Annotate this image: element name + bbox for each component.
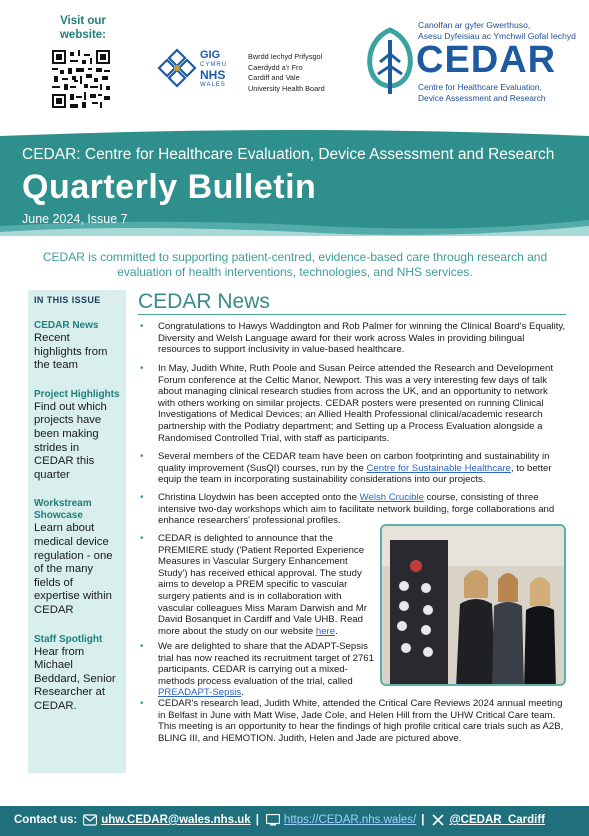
email-icon bbox=[83, 814, 97, 826]
centre-sustainable-healthcare-link[interactable]: Centre for Sustainable Healthcare bbox=[366, 462, 512, 474]
issue-date: June 2024, Issue 7 bbox=[22, 212, 128, 226]
bullet-icon: • bbox=[140, 451, 144, 462]
sidebar-heading: IN THIS ISSUE bbox=[34, 295, 101, 305]
health-board-name: Bwrdd Iechyd Prifysgol Caerdydd a'r Fro Cardiff and Vale University Health Board bbox=[248, 52, 325, 93]
x-social-icon bbox=[431, 814, 445, 826]
in-this-issue-sidebar bbox=[28, 290, 126, 773]
news-item: • In May, Judith White, Ruth Poole and Susan Peirce attended the Research and Development Forum conference at the Celtic Manor, Newport. This was a very interesting few days of talk about managing clinical research studies from across the UK, and an opportunity to network with others working on similar projects. CEDAR posters were presented on running Clinical Investigations of Medical Devices; an Allied Health Professional clinical/academic research partnership with the Podiatry department; and Setting up a Process Evaluation alongside a Randomised Controlled Trial, with staff as participants. bbox=[140, 363, 553, 444]
qr-code-icon[interactable] bbox=[52, 50, 110, 108]
contact-label: Contact us: bbox=[14, 814, 78, 826]
bullet-icon: • bbox=[140, 533, 144, 544]
social-handle-link[interactable]: @CEDAR_Cardiff bbox=[449, 814, 546, 826]
website-link[interactable]: https://CEDAR.nhs.wales/ bbox=[283, 814, 417, 826]
nhs-dragon-logo-icon bbox=[155, 46, 199, 90]
bullet-icon: • bbox=[140, 698, 144, 709]
preadapt-sepsis-link[interactable]: PREADAPT-Sepsis bbox=[158, 687, 242, 699]
bullet-icon: • bbox=[140, 492, 144, 503]
bullet-icon: • bbox=[140, 641, 144, 652]
conference-team-photo bbox=[380, 524, 566, 686]
website-icon bbox=[266, 814, 280, 826]
contact-footer: Contact us: uhw.CEDAR@wales.nhs.uk | https://CEDAR.nhs.wales/ | @CEDAR_Cardiff bbox=[0, 806, 589, 836]
news-item: • CEDAR's research lead, Judith White, attended the Critical Care Reviews 2024 annual meeting in Belfast in June with Matt Wise, Jade Cole, and Helen Hill from the UHW Critical Care team. This meeting is an opportunity to hear the findings of high profile critical care trials such as A2B, BLING III, and HEMOTION. Judith, Helen and Jade are pictured above. bbox=[140, 698, 564, 744]
visit-website-label: Visit our website: bbox=[59, 15, 106, 41]
email-link[interactable]: uhw.CEDAR@wales.nhs.uk bbox=[101, 814, 251, 826]
news-heading: CEDAR News bbox=[138, 290, 270, 313]
sidebar-item-staff-spotlight[interactable]: Staff Spotlight Hear from Michael Beddard, Senior Researcher at CEDAR. bbox=[34, 633, 116, 712]
cedar-tree-logo-icon bbox=[362, 26, 418, 98]
news-item: • Several members of the CEDAR team have been on carbon footprinting and sustainability in quality improvement (SusQI) courses, run by the Centre for Sustainable Healthcare, to better equip the team in incorporating sustainability considerations into our projects. bbox=[140, 451, 552, 486]
premiere-study-link[interactable]: here bbox=[315, 625, 336, 637]
news-divider bbox=[138, 314, 566, 315]
intro-statement: CEDAR is committed to supporting patient-centred, evidence-based care through research and evaluation of health interventions, technologies, and NHS services. bbox=[42, 250, 548, 279]
banner-subtitle: CEDAR: Centre for Healthcare Evaluation, Device Assessment and Research bbox=[22, 146, 555, 163]
news-item: • Congratulations to Hawys Waddington and Rob Palmer for winning the Clinical Board's Equality, Diversity and Welsh Language award for their work across Wales in providing bilingual resources to support inclusivity in value-based healthcare. bbox=[140, 321, 566, 356]
sidebar-item-cedar-news[interactable]: CEDAR News Recent highlights from the team bbox=[34, 320, 108, 372]
bullet-icon: • bbox=[140, 363, 144, 374]
header-logos bbox=[0, 0, 589, 128]
bullet-icon: • bbox=[140, 321, 144, 332]
cedar-wordmark: CEDAR bbox=[416, 39, 557, 81]
welsh-crucible-link[interactable]: Welsh Crucible bbox=[359, 492, 424, 503]
news-item: • We are delighted to share that the ADAPT-Sepsis trial has now reached its recruitment target of 2761 participants. CEDAR is carrying out a mixed-methods process evaluation of the trial, called PREADAPT-Sepsis. bbox=[140, 641, 374, 699]
news-item: • CEDAR is delighted to announce that the PREMIERE study ('Patient Reported Experience Measures in Vascular Surgery Enhancement Study') has received ethical approval. The study aims to develop a PREM specific to vascular surgery patients and is in collaboration with vascular colleagues Miss Maram Darwish and Mr David Bosanquet in Cardiff and Vale UHB. Read more about the study on our website here. bbox=[140, 533, 367, 637]
cedar-english-name: Centre for Healthcare Evaluation, Device Assessment and Research bbox=[418, 82, 546, 103]
page-title: Quarterly Bulletin bbox=[22, 168, 317, 206]
sidebar-item-workstream-showcase[interactable]: Workstream Showcase Learn about medical device regulation - one of the many fields of expertise within CEDAR bbox=[34, 498, 113, 616]
nhs-wordmark: GIG CYMRU NHS WALES bbox=[200, 49, 227, 88]
sidebar-item-project-highlights[interactable]: Project Highlights Find out which projects have been making strides in CEDAR this quarter bbox=[34, 388, 120, 481]
news-item: • Christina Lloydwin has been accepted onto the Welsh Crucible course, consisting of three intensive two-day workshops which aim to facilitate network building, forge collaborations and enhance researchers' professional profiles. bbox=[140, 492, 555, 527]
cedar-welsh-name: Canolfan ar gyfer Gwerthuso, Asesu Dyfeisiau ac Ymchwil Gofal Iechyd bbox=[418, 20, 576, 41]
